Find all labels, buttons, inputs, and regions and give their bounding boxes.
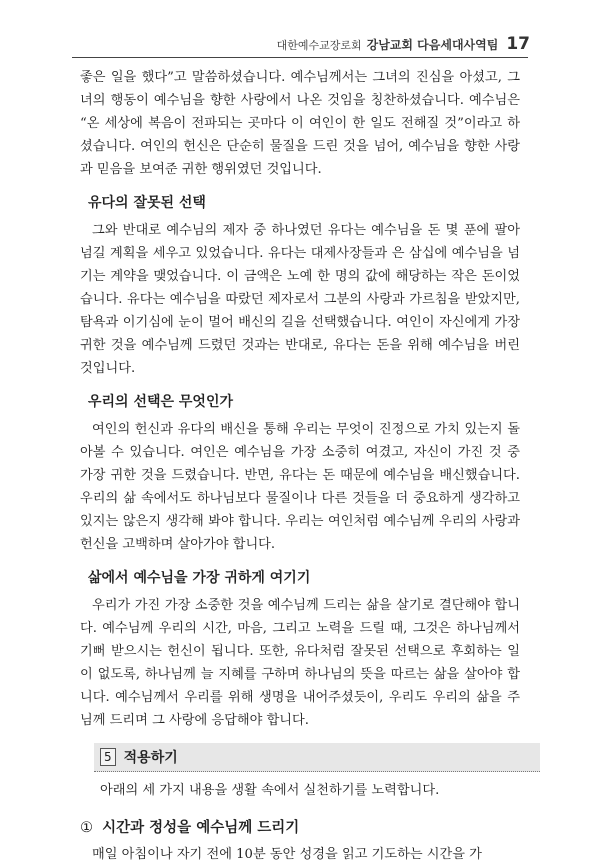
page-body: [80, 66, 520, 866]
running-header: [277, 34, 530, 54]
apply-number-badge: 5: [100, 748, 116, 766]
section-heading: 우리의 선택은 무엇인가: [88, 394, 233, 410]
step-number-marker: ①: [80, 820, 93, 836]
intro-paragraph: 좋은 일을 했다”고 말씀하셨습니다. 예수님께서는 그녀의 진심을 아셨고, 그녀의 행동이 예수님을 향한 사랑에서 나온 것임을 칭찬하셨습니다. 예수님은 “온 세상에 복음이 전파되는 곳마다 이 여인이 한 일도 전해질 것”이라고 하셨습니다. 여인의 헌신은 단순히 물질을 드린 것을 넘어, 예수님을 향한 사랑과 믿음을 보여준 귀한 행위였던 것입니다.: [80, 70, 520, 177]
step-heading: [80, 816, 520, 837]
step-paragraph: 매일 아침이나 자기 전에 10분 동안 성경을 읽고 기도하는 시간을 가: [92, 847, 482, 862]
header-team: 강남교회 다음세대사역팀: [366, 38, 499, 52]
section-paragraph: 그와 반대로 예수님의 제자 중 하나였던 유다는 예수님을 돈 몇 푼에 팔아넘길 계획을 세우고 있었습니다. 유다는 대제사장들과 은 삼십에 예수님을 넘기는 계약을 맺었습니다. 이 금액은 노예 한 명의 값에 해당하는 작은 돈이었습니다. 유다는 예수님을 따랐던 제자로서 그분의 사랑과 가르침을 받았지만, 탐욕과 이기심에 눈이 멀어 배신의 길을 선택했습니다. 여인이 자신에게 가장 귀한 것을 예수님께 드렸던 것과는 반대로, 유다는 돈을 위해 예수님을 버린 것입니다.: [80, 223, 520, 376]
apply-instruction: 아래의 세 가지 내용을 생활 속에서 실천하기를 노력합니다.: [100, 783, 440, 798]
step-title: 시간과 정성을 예수님께 드리기: [102, 820, 300, 836]
apply-heading-box: [94, 743, 540, 772]
section-heading: 유다의 잘못된 선택: [88, 195, 206, 211]
apply-heading: 적용하기: [123, 750, 178, 766]
header-rule: [72, 57, 528, 58]
section-paragraph: 여인의 헌신과 유다의 배신을 통해 우리는 무엇이 진정으로 가치 있는지 돌아볼 수 있습니다. 여인은 예수님을 가장 소중히 여겼고, 자신이 가진 것 중 가장 귀한 것을 드렸습니다. 반면, 유다는 돈 때문에 예수님을 배신했습니다. 우리의 삶 속에서도 하나님보다 물질이나 다른 것들을 더 중요하게 생각하고 있지는 않은지 생각해 봐야 합니다. 우리는 여인처럼 예수님께 우리의 사랑과 헌신을 고백하며 살아가야 합니다.: [80, 422, 520, 552]
section-heading: 삶에서 예수님을 가장 귀하게 여기기: [88, 570, 311, 586]
section-paragraph: 우리가 가진 가장 소중한 것을 예수님께 드리는 삶을 살기로 결단해야 합니다. 예수님께 우리의 시간, 마음, 그리고 노력을 드릴 때, 그것은 하나님께서 기뻐 받으시는 헌신이 됩니다. 또한, 유다처럼 잘못된 선택으로 후회하는 일이 없도록, 하나님께 늘 지혜를 구하며 하나님의 뜻을 따르는 삶을 살아야 합니다. 예수님께서 우리를 위해 생명을 내어주셨듯이, 우리도 우리의 삶을 주님께 드리며 그 사랑에 응답해야 합니다.: [80, 598, 520, 728]
header-organization: 대한예수교장로회: [276, 39, 362, 52]
page-number: 17: [506, 34, 530, 54]
